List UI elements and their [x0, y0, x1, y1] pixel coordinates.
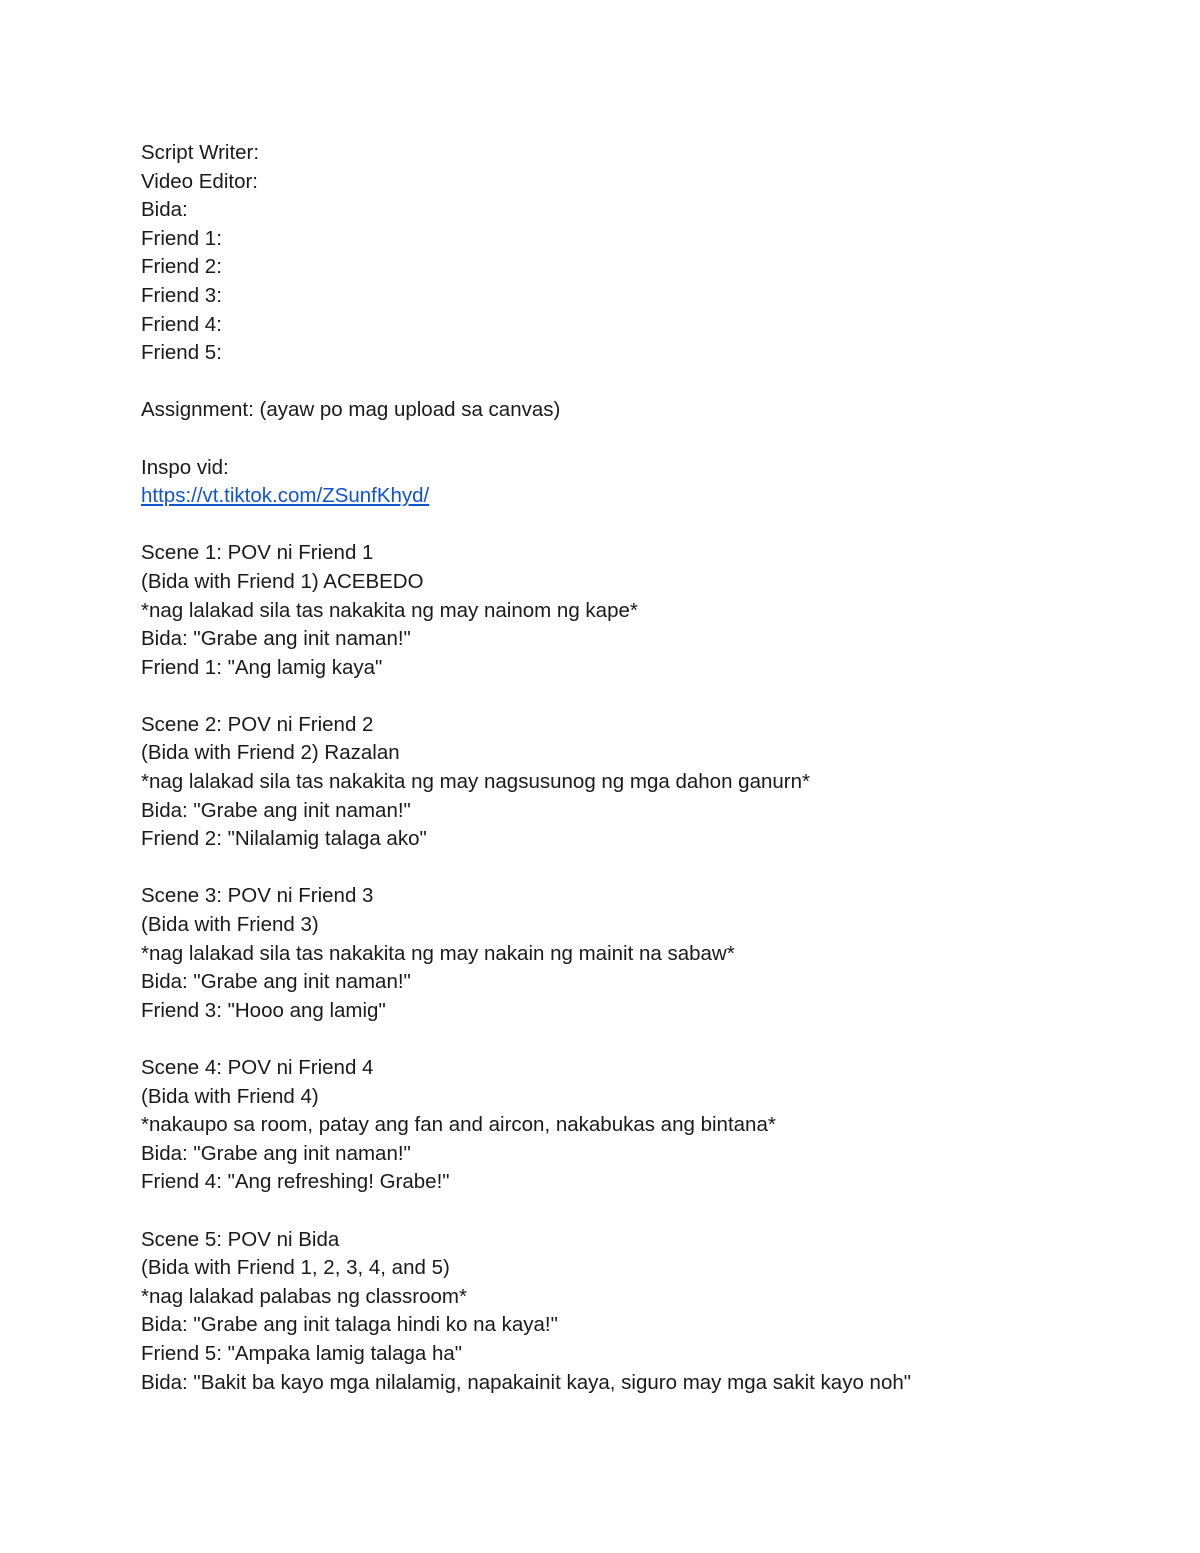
scene-2: [141, 711, 1141, 854]
inspo-video-link[interactable]: https://vt.tiktok.com/ZSunfKhyd/: [141, 484, 430, 508]
dialogue-line: Bida: "Grabe ang init naman!": [141, 970, 411, 994]
scene-heading: Scene 2: POV ni Friend 2: [141, 712, 374, 736]
scene-cast: (Bida with Friend 3): [141, 913, 319, 937]
dialogue-line: Friend 2: "Nilalamig talaga ako": [141, 827, 427, 851]
credit-friend-4: Friend 4:: [141, 312, 222, 336]
spacer: [141, 1197, 1141, 1226]
document-body: [141, 139, 1141, 1397]
scene-heading: Scene 5: POV ni Bida: [141, 1227, 340, 1251]
scene-action: *nag lalakad palabas ng classroom*: [141, 1284, 467, 1308]
spacer: [141, 511, 1141, 540]
dialogue-line: Friend 1: "Ang lamig kaya": [141, 655, 383, 679]
scene-heading: Scene 4: POV ni Friend 4: [141, 1056, 374, 1079]
dialogue-line: Bida: "Grabe ang init naman!": [141, 1141, 411, 1165]
credit-friend-2: Friend 2:: [141, 255, 222, 279]
credit-bida: Bida:: [141, 198, 188, 222]
credit-friend-1: Friend 1:: [141, 226, 222, 250]
credit-friend-5: Friend 5:: [141, 341, 222, 365]
spacer: [141, 368, 1141, 397]
scene-cast: (Bida with Friend 1) ACEBEDO: [141, 569, 424, 593]
dialogue-line: Bida: "Bakit ba kayo mga nilalamig, napakainit kaya, siguro may mga sakit kayo noh": [141, 1370, 912, 1394]
scene-action: *nakaupo sa room, patay ang fan and aircon, nakabukas ang bintana*: [141, 1113, 776, 1137]
dialogue-line: Friend 4: "Ang refreshing! Grabe!": [141, 1170, 450, 1194]
scene-3: [141, 882, 1141, 1025]
scene-cast: (Bida with Friend 1, 2, 3, 4, and 5): [141, 1256, 450, 1280]
scene-action: *nag lalakad sila tas nakakita ng may nainom ng kape*: [141, 598, 638, 622]
dialogue-line: Bida: "Grabe ang init naman!": [141, 798, 411, 822]
inspo-label: Inspo vid:: [141, 455, 229, 479]
credits-block: [141, 139, 1141, 368]
spacer: [141, 682, 1141, 711]
spacer: [141, 854, 1141, 883]
scene-5: [141, 1226, 1141, 1398]
spacer: [141, 1025, 1141, 1054]
credit-video-editor: Video Editor:: [141, 169, 259, 193]
scene-action: *nag lalakad sila tas nakakita ng may nagsusunog ng mga dahon ganurn*: [141, 770, 810, 794]
dialogue-line: Bida: "Grabe ang init talaga hindi ko na kaya!": [141, 1313, 558, 1337]
scene-cast: (Bida with Friend 4): [141, 1084, 319, 1108]
scene-heading: Scene 1: POV ni Friend 1: [141, 541, 374, 565]
credit-friend-3: Friend 3:: [141, 283, 222, 307]
scene-1: [141, 539, 1141, 682]
dialogue-line: Friend 5: "Ampaka lamig talaga ha": [141, 1341, 463, 1365]
scene-cast: (Bida with Friend 2) Razalan: [141, 741, 400, 765]
scene-action: *nag lalakad sila tas nakakita ng may nakain ng mainit na sabaw*: [141, 941, 735, 965]
assignment-note: Assignment: (ayaw po mag upload sa canvas): [141, 398, 561, 422]
dialogue-line: Bida: "Grabe ang init naman!": [141, 627, 411, 651]
credit-script-writer: Script Writer:: [141, 141, 260, 164]
spacer: [141, 425, 1141, 454]
scene-4: [141, 1054, 1141, 1197]
inspo-block: [141, 454, 1141, 511]
scene-heading: Scene 3: POV ni Friend 3: [141, 884, 374, 908]
dialogue-line: Friend 3: "Hooo ang lamig": [141, 998, 386, 1022]
